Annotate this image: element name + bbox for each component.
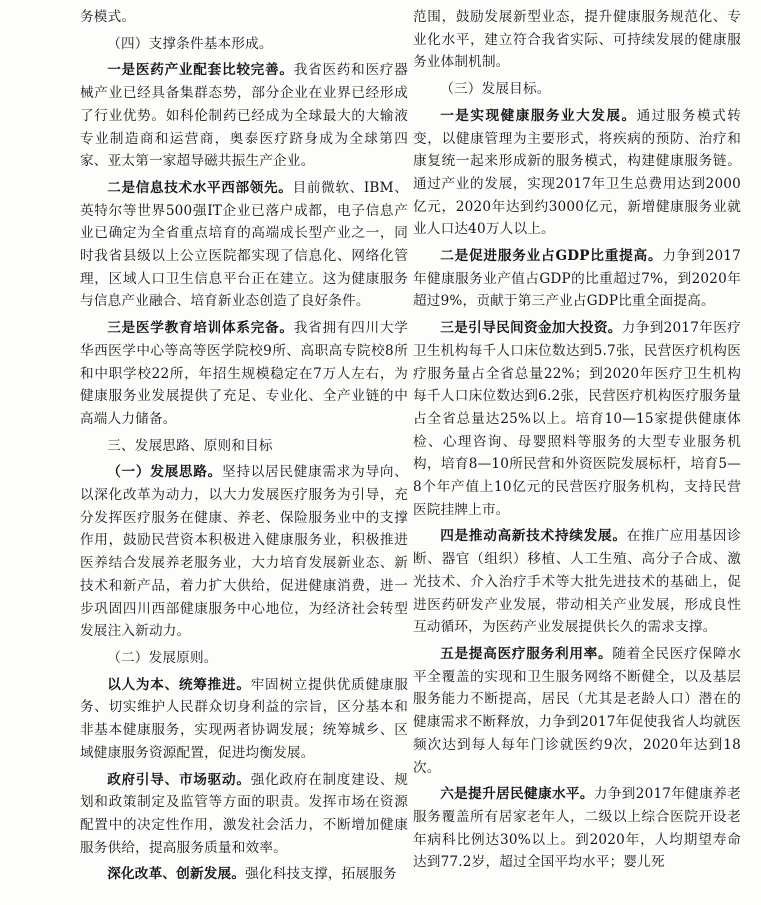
paragraph-text: 我省拥有四川大学华西医学中心等高等医学院校9所、高职高专院校8所和中职学校22所，年招生规模稳定在7万人左右，为健康服务业发展提供了充足、专业化、全产业链的中高端人力储备。 (80, 320, 408, 427)
paragraph-text: 随着全民医疗保障水平全覆盖的实现和卫生服务网络不断健全，以及基层服务能力不断提高，居民（尤其是老龄人口）潜在的健康需求不断释放，力争到2017年促使我省人均就医频次达到每人每年门诊就医约9次，2020年达到18次。 (413, 645, 741, 776)
paragraph (413, 783, 741, 874)
paragraph (80, 863, 408, 886)
paragraph-text: 牢固树立提供优质健康服务、切实维护人民群众切身利益的宗旨，区分基本和非基本健康服务，实现两者协调发展；统筹城乡、区域健康服务资源配置，促进均衡发展。 (80, 676, 409, 761)
paragraph-lead: 深化改革、创新发展。 (107, 866, 246, 883)
paragraph-text: 力争到2017年健康服务业产值占GDP的比重超过7%，到2020年超过9%，贡献于第三产业占GDP比重全面提高。 (413, 248, 741, 310)
paragraph-text: 范围，鼓励发展新型业态，提升健康服务规范化、专业化水平，建立符合我省实际、可持续发展的健康服务业体制机制。 (413, 9, 741, 71)
left-column (80, 6, 408, 886)
paragraph-text: 强化政府在制度建设、规划和政策制定及监管等方面的职责。发挥市场在资源配置中的决定性作用，激发社会活力，不断增加健康服务供给，提高服务质量和效率。 (80, 771, 409, 856)
paragraph (413, 525, 741, 639)
paragraph (413, 105, 741, 241)
paragraph-lead: 三是医学教育培训体系完备。 (107, 320, 294, 337)
paragraph (80, 461, 408, 643)
paragraph-text: 我省医药和医疗器械产业已经具备集群态势，部分企业在业界已经形成了行业优势。如科伦制药已经成为全球最大的大输液专业制造商和运营商，奥泰医疗跻身成为全球第四家、亚太第一家超导磁共振生产企业。 (80, 62, 408, 170)
subsection-heading: （四）支撑条件基本形成。 (107, 35, 273, 52)
paragraph (413, 245, 741, 313)
paragraph (413, 317, 741, 521)
paragraph-text: 目前微软、IBM、英特尔等世界500强IT企业已落户成都，电子信息产业已确定为全省重点培育的高端成长型产业之一，同时我省县级以上公立医院都实现了信息化、网络化管理，区域人口卫生信息平台正在建立。这为健康服务与信息产业融合、培育新业态创造了良好条件。 (80, 179, 408, 310)
paragraph (80, 674, 408, 765)
paragraph-text: 务模式。 (80, 9, 136, 25)
paragraph (80, 769, 408, 860)
paragraph-text: 力争到2017年医疗卫生机构每千人口床位数达到5.7张，民营医疗机构医疗服务量占全省总量22%；到2020年医疗卫生机构每千人口床位数达到6.2张，民营医疗机构医疗服务量占全省总量达25%以上。培育10—15家提供健康体检、心理咨询、母婴照料等服务的大型专业服务机构，培育8—10所民营和外资医院发展标杆，培育5—8个年产值上10亿元的民营医疗服务机构，支持民营医院挂牌上市。 (413, 320, 741, 518)
right-column (413, 6, 741, 874)
paragraph-text: 力争到2017年健康养老服务覆盖所有居家老年人，二级以上综合医院开设老年病科比例达30%以上。到2020年，人均期望寿命达到77.2岁，超过全国平均水平；婴儿死 (413, 786, 742, 871)
paragraph-continuation (413, 6, 741, 74)
paragraph-lead: 五是提高医疗服务利用率。 (440, 645, 613, 662)
paragraph-text: 在推广应用基因诊断、器官（组织）移植、人工生殖、高分子合成、激光技术、介入治疗手术等大批先进技术的基础上，促进医药研发产业发展，带动相关产业发展，形成良性互动循环，为医药产业发展提供长久的需求支撑。 (413, 528, 741, 636)
paragraph-text: 强化科技支撑，拓展服务 (245, 866, 397, 883)
paragraph-lead: 二是信息技术水平西部领先。 (107, 179, 293, 196)
paragraph (80, 177, 408, 313)
paragraph-lead: 三是引导民间资金加大投资。 (440, 320, 622, 337)
paragraph-lead: 一是实现健康服务业大发展。 (440, 107, 637, 124)
paragraph-text: 通过服务模式转变，以健康管理为主要形式，将疾病的预防、治疗和康复统一起来形成新的服务模式，构建健康服务链。通过产业的发展，实现2017年卫生总费用达到2000亿元，2020年达到约3000亿元，新增健康服务业就业人口达40万人以上。 (413, 107, 741, 238)
paragraph-lead: 政府引导、市场驱动。 (107, 771, 251, 788)
paragraph-text: 坚持以居民健康需求为导向、以深化改革为动力，以大力发展医疗服务为引导，充分发挥医疗服务在健康、养老、保险服务业中的支撑作用，鼓励民营资本积极进入健康服务业，积极推进医养结合发展养老服务业，大力培育发展新业态、新技术和新产品，着力扩大供给，促进健康消费，进一步巩固四川西部健康服务中心地位，为经济社会转型发展注入新动力。 (80, 464, 408, 640)
paragraph-continuation (80, 6, 408, 29)
paragraph-lead: 以人为本、统筹推进。 (107, 676, 251, 693)
paragraph (413, 643, 741, 779)
paragraph (80, 59, 408, 173)
section-heading: 三、发展思路、原则和目标 (107, 437, 273, 454)
subsection-heading: （三）发展目标。 (440, 81, 551, 98)
paragraph-lead: 一是医药产业配套比较完善。 (107, 62, 294, 79)
paragraph-lead: 六是提升居民健康水平。 (440, 786, 594, 803)
paragraph (80, 317, 408, 431)
paragraph-lead: 四是推动高新技术持续发展。 (440, 528, 627, 545)
paragraph-lead: （一）发展思路。 (107, 464, 222, 481)
subsection-heading: （二）发展原则。 (107, 649, 218, 666)
paragraph-lead: 二是促进服务业占GDP比重提高。 (440, 248, 663, 265)
